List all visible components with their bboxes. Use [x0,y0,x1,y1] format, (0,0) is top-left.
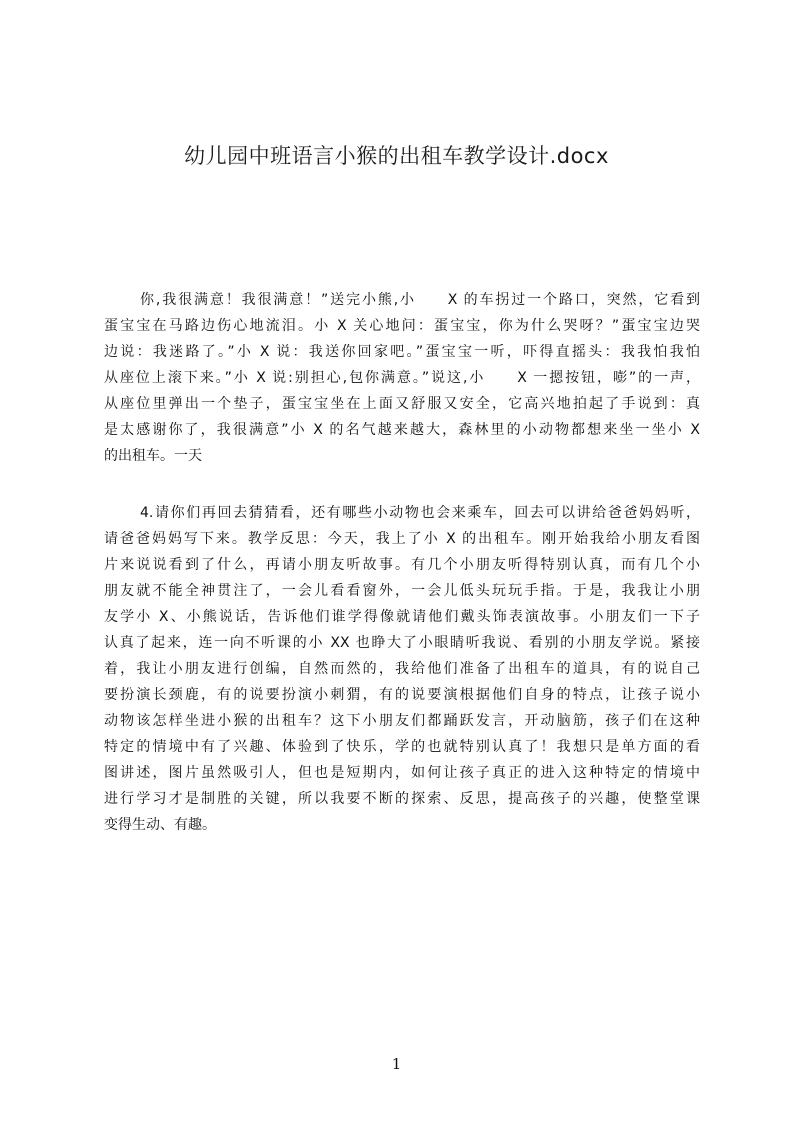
paragraph-line: 着，我让小朋友进行创编，自然而然的，我给他们准备了出租车的道具，有的说自己 [104,661,700,677]
paragraph-line: 变得生动、有趣。 [104,817,216,833]
paragraph-line: 认真了起来，连一向不听课的小 XX 也睁大了小眼睛听我说、看别的小朋友学说。紧接 [104,635,700,651]
paragraph-line: 图讲述，图片虽然吸引人，但也是短期内，如何让孩子真正的进入这种特定的情境中 [104,765,700,781]
paragraph-line: 边说：我迷路了。”小 X 说：我送你回家吧。”蛋宝宝一听，吓得直摇头：我我怕我怕 [104,344,700,360]
paragraph-story [104,287,700,469]
paragraph-line: 4.请你们再回去猜猜看，还有哪些小动物也会来乘车，回去可以讲给爸爸妈妈听， [140,505,700,521]
paragraph-line: 的出租车。一天 [104,448,202,464]
page-number: 1 [391,1055,402,1073]
paragraph-line: 是太感谢你了，我很满意”小 X 的名气越来越大，森林里的小动物都想来坐一坐小 X [104,422,700,438]
paragraph-line: 要扮演长颈鹿，有的说要扮演小刺猬，有的说要演根据他们自身的特点，让孩子说小 [104,687,700,703]
paragraph-line: 动物该怎样坐进小猴的出租车？这下小朋友们都踊跃发言，开动脑筋，孩子们在这种 [104,713,700,729]
paragraph-reflection [104,500,700,838]
paragraph-line: 特定的情境中有了兴趣、体验到了快乐，学的也就特别认真了！我想只是单方面的看 [104,739,700,755]
paragraph-line: 进行学习才是制胜的关键，所以我要不断的探索、反思，提高孩子的兴趣，使整堂课 [104,791,700,807]
paragraph-line: 蛋宝宝在马路边伤心地流泪。小 X 关心地问：蛋宝宝，你为什么哭呀？”蛋宝宝边哭 [104,318,700,334]
paragraph-line: 你,我很满意！我很满意！”送完小熊,小 X 的车拐过一个路口，突然，它看到 [140,292,700,308]
paragraph-line: 友学小 X、小熊说话，告诉他们谁学得像就请他们戴头饰表演故事。小朋友们一下子 [104,609,700,625]
document-title: 幼儿园中班语言小猴的出租车教学设计.docx [184,144,609,168]
paragraph-line: 朋友就不能全神贯注了，一会儿看看窗外，一会儿低头玩玩手指。于是，我我让小朋 [104,583,700,599]
paragraph-line: 片来说说看到了什么，再请小朋友听故事。有几个小朋友听得特别认真，而有几个小 [104,557,700,573]
paragraph-line: 请爸爸妈妈写下来。教学反思：今天，我上了小 X 的出租车。刚开始我给小朋友看图 [104,531,700,547]
paragraph-line: 从座位里弹出一个垫子，蛋宝宝坐在上面又舒服又安全，它高兴地拍起了手说到：真 [104,396,700,412]
paragraph-line: 从座位上滚下来。”小 X 说:别担心,包你满意。”说这,小 X 一摁按钮，嘭”的一声， [104,370,700,386]
